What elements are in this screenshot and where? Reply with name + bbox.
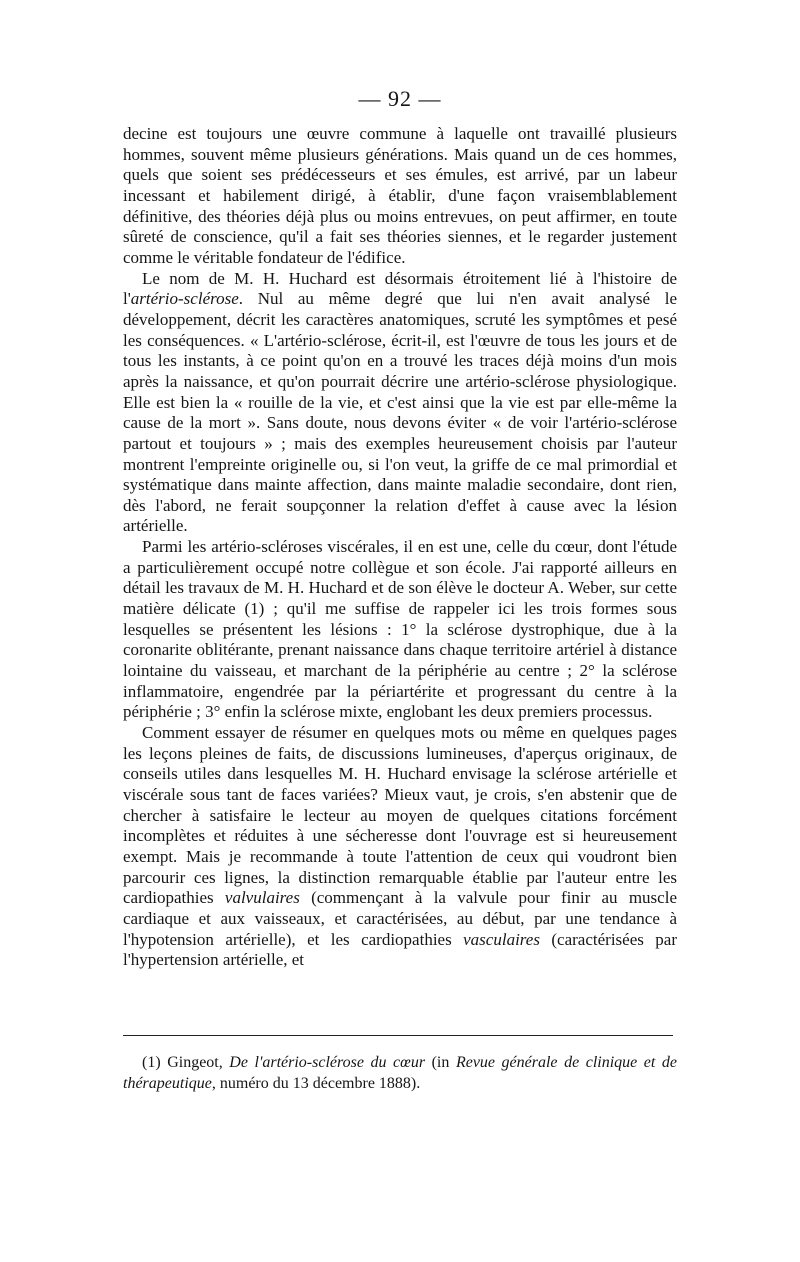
text-run: (1) Gingeot, xyxy=(142,1054,230,1071)
text-run: Parmi les artério-scléroses viscérales, il en est une, celle du cœur, dont l'étude a particulièrement occupé notre collègue et son école. J'ai rapporté ailleurs en détail les travaux de M. H. Huchard et de son élève le docteur A. Weber, sur cette matière délicate (1) ; qu'il me suffise de rappeler ici les trois formes sous lesquelles se présentent les lésions : 1° la sclérose dystrophique, due à la coronarite oblitérante, prenant naissance dans chaque territoire artériel à distance lointaine du vaisseau, et marchant de la périphérie au centre ; 2° la sclérose inflammatoire, engendrée par la périartérite et progressant du centre à la périphérie ; 3° enfin la sclérose mixte, englobant les deux premiers processus. xyxy=(123,537,677,722)
footnote xyxy=(123,1052,677,1094)
paragraph xyxy=(123,269,677,538)
text-run: decine est toujours une œuvre commune à laquelle ont travaillé plusieurs hommes, souvent même plusieurs générations. Mais quand un de ces hommes, quels que soient ses prédécesseurs et ses émules, est arrivé, par un labeur incessant et habilement dirigé, à établir, d'une façon vraisemblablement définitive, des théories déjà plus ou moins entrevues, on peut affirmer, en toute sûreté de conscience, qu'il a fait ses théories siennes, et le regarder justement comme le véritable fondateur de l'édifice. xyxy=(123,124,677,267)
text-run: Comment essayer de résumer en quelques mots ou même en quelques pages les leçons pleines de faits, de discussions lumineuses, d'aperçus originaux, de conseils utiles dans lesquelles M. H. Huchard envisage la sclérose artérielle et viscérale sous tant de faces variées? Mieux vaut, je crois, s'en abstenir que de chercher à satisfaire le lecteur au moyen de quelques citations forcément incomplètes et réduites à une sécheresse dont l'ouvrage est si heureusement exempt. Mais je recommande à toute l'attention de ceux qui voudront bien parcourir ces lignes, la distinction remarquable établie par l'auteur entre les cardiopathies xyxy=(123,723,677,908)
text-run: (commençant à la valvule pour finir au muscle cardiaque et aux vaisseaux, et caractérisées, au début, par une tendance à l'hypotension artérielle), et les cardiopathies xyxy=(123,888,677,949)
text-run: . Nul au même degré que lui n'en avait analysé le développement, décrit les caractères anatomiques, scruté les symptômes et pesé les conséquences. « L'artério-sclérose, écrit-il, est l'œuvre de tous les jours et de tous les instants, à ce point qu'on en a trouvé les traces déjà moins d'un mois après la naissance, et qu'on pourrait décrire une artério-sclérose physiologique. Elle est bien la « rouille de la vie, et c'est ainsi que la vie est par elle-même la cause de la mort ». Sans doute, nous devons éviter « de voir l'artério-sclérose partout et toujours » ; mais des exemples heureusement choisis par l'auteur montrent l'empreinte originelle ou, si l'on veut, la griffe de ce mal primordial et systématique dans mainte affection, dans mainte maladie secondaire, dont rien, dès l'abord, ne ferait soupçonner la relation d'effet à cause avec la lésion artérielle. xyxy=(123,289,677,536)
paragraph xyxy=(123,537,677,723)
italic-text-run: valvulaires xyxy=(224,888,300,908)
paragraph xyxy=(123,723,677,971)
text-run: Le nom de M. H. Huchard est désormais étroitement lié à l'histoire de l' xyxy=(123,268,677,309)
paragraph xyxy=(123,124,677,269)
italic-text-run: vasculaires xyxy=(463,929,540,949)
text-run: (in xyxy=(425,1054,456,1071)
body-text xyxy=(123,124,677,971)
page-number: — 92 — xyxy=(358,86,442,111)
italic-text-run: artério-sclérose xyxy=(130,289,239,309)
text-run: (caractérisées par l'hypertension artérielle, et xyxy=(123,929,678,970)
footnote-divider xyxy=(123,1035,673,1036)
text-run: , numéro du 13 décembre 1888). xyxy=(211,1075,421,1092)
italic-text-run: De l'artério-sclérose du cœur xyxy=(229,1054,426,1071)
italic-text-run: Revue générale de clinique et de thérapeutique xyxy=(123,1054,678,1092)
